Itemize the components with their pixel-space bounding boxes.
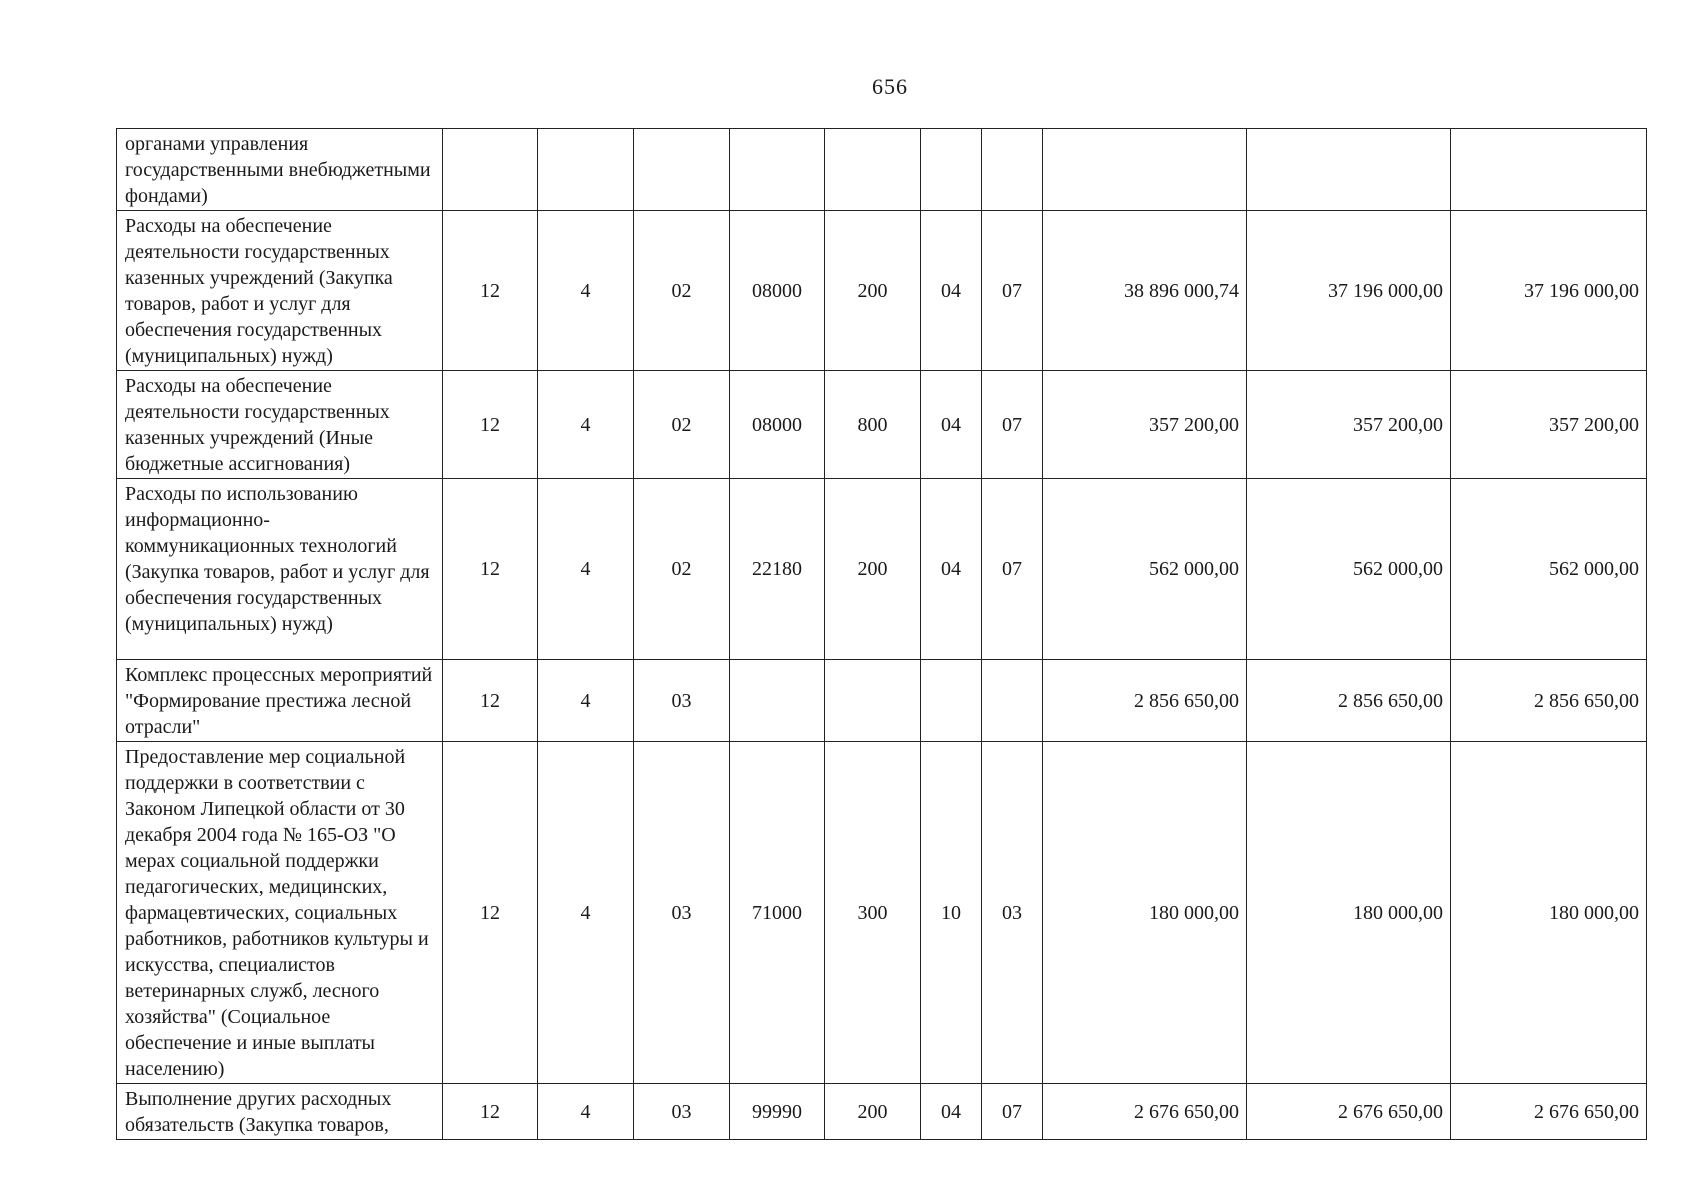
code-section-cell: [921, 660, 982, 742]
page-number: 656: [872, 74, 908, 99]
amount-year-3-cell: 180 000,00: [1451, 742, 1647, 1084]
code-direction-cell: 99990: [730, 1084, 825, 1140]
amount-year-1-cell: 2 676 650,00: [1043, 1084, 1247, 1140]
amount-year-2-cell: 37 196 000,00: [1247, 211, 1451, 371]
amount-year-2-cell: 180 000,00: [1247, 742, 1451, 1084]
code-expense-type-cell: 200: [825, 1084, 921, 1140]
code-structural-element-cell: [634, 129, 730, 211]
code-direction-cell: [730, 129, 825, 211]
amount-year-1-cell: 2 856 650,00: [1043, 660, 1247, 742]
row-name-cell: органами управления государственными внебюджетными фондами): [117, 129, 443, 211]
code-expense-type-cell: [825, 660, 921, 742]
code-subsection-cell: [982, 660, 1043, 742]
amount-year-3-cell: [1451, 129, 1647, 211]
code-section-cell: 04: [921, 1084, 982, 1140]
row-name-cell: Предоставление мер социальной поддержки в соответствии с Законом Липецкой области от 30 декабря 2004 года № 165-ОЗ "О мерах социальной поддержки педагогических, медицинских, фармацевтических, социальных работников, работников культуры и искусства, специалистов ветеринарных служб, лесного хозяйства" (Социальное обеспечение и иные выплаты населению): [117, 742, 443, 1084]
code-subprogram-cell: 4: [538, 211, 634, 371]
row-name-cell: Комплекс процессных мероприятий "Формирование престижа лесной отрасли": [117, 660, 443, 742]
code-structural-element-cell: 03: [634, 1084, 730, 1140]
amount-year-3-cell: 357 200,00: [1451, 371, 1647, 479]
row-name-cell: Расходы на обеспечение деятельности государственных казенных учреждений (Закупка товаров, работ и услуг для обеспечения государственных (муниципальных) нужд): [117, 211, 443, 371]
code-subsection-cell: 07: [982, 211, 1043, 371]
code-subsection-cell: 07: [982, 371, 1043, 479]
code-expense-type-cell: 200: [825, 479, 921, 660]
code-expense-type-cell: [825, 129, 921, 211]
code-program-cell: 12: [443, 1084, 538, 1140]
code-subprogram-cell: 4: [538, 479, 634, 660]
code-section-cell: 04: [921, 479, 982, 660]
amount-year-1-cell: 180 000,00: [1043, 742, 1247, 1084]
row-name-cell: Расходы на обеспечение деятельности государственных казенных учреждений (Иные бюджетные ассигнования): [117, 371, 443, 479]
code-program-cell: 12: [443, 371, 538, 479]
code-direction-cell: 08000: [730, 211, 825, 371]
code-direction-cell: 71000: [730, 742, 825, 1084]
code-expense-type-cell: 300: [825, 742, 921, 1084]
code-program-cell: [443, 129, 538, 211]
code-program-cell: 12: [443, 211, 538, 371]
amount-year-3-cell: 2 676 650,00: [1451, 1084, 1647, 1140]
table-row: [117, 660, 1647, 742]
code-expense-type-cell: 200: [825, 211, 921, 371]
code-program-cell: 12: [443, 479, 538, 660]
table-row: [117, 211, 1647, 371]
code-section-cell: 04: [921, 211, 982, 371]
budget-table: [116, 128, 1647, 1140]
code-expense-type-cell: 800: [825, 371, 921, 479]
row-name-cell: Выполнение других расходных обязательств (Закупка товаров,: [117, 1084, 443, 1140]
code-subsection-cell: [982, 129, 1043, 211]
code-direction-cell: 08000: [730, 371, 825, 479]
code-section-cell: 04: [921, 371, 982, 479]
row-name-cell: Расходы по использованию информационно-коммуникационных технологий (Закупка товаров, работ и услуг для обеспечения государственных (муниципальных) нужд): [117, 479, 443, 660]
code-structural-element-cell: 02: [634, 371, 730, 479]
amount-year-2-cell: 2 856 650,00: [1247, 660, 1451, 742]
code-direction-cell: 22180: [730, 479, 825, 660]
amount-year-2-cell: 357 200,00: [1247, 371, 1451, 479]
amount-year-2-cell: 2 676 650,00: [1247, 1084, 1451, 1140]
table-row: [117, 1084, 1647, 1140]
table-row: [117, 742, 1647, 1084]
code-section-cell: 10: [921, 742, 982, 1084]
code-direction-cell: [730, 660, 825, 742]
code-structural-element-cell: 03: [634, 742, 730, 1084]
code-subprogram-cell: 4: [538, 1084, 634, 1140]
code-subsection-cell: 07: [982, 479, 1043, 660]
amount-year-1-cell: [1043, 129, 1247, 211]
code-subsection-cell: 03: [982, 742, 1043, 1084]
code-subsection-cell: 07: [982, 1084, 1043, 1140]
amount-year-3-cell: 37 196 000,00: [1451, 211, 1647, 371]
table-row: [117, 479, 1647, 660]
code-subprogram-cell: [538, 129, 634, 211]
code-structural-element-cell: 02: [634, 479, 730, 660]
amount-year-1-cell: 357 200,00: [1043, 371, 1247, 479]
amount-year-3-cell: 2 856 650,00: [1451, 660, 1647, 742]
amount-year-3-cell: 562 000,00: [1451, 479, 1647, 660]
code-subprogram-cell: 4: [538, 742, 634, 1084]
amount-year-1-cell: 38 896 000,74: [1043, 211, 1247, 371]
table-row: [117, 129, 1647, 211]
code-structural-element-cell: 02: [634, 211, 730, 371]
amount-year-1-cell: 562 000,00: [1043, 479, 1247, 660]
code-subprogram-cell: 4: [538, 660, 634, 742]
code-subprogram-cell: 4: [538, 371, 634, 479]
code-structural-element-cell: 03: [634, 660, 730, 742]
code-section-cell: [921, 129, 982, 211]
amount-year-2-cell: [1247, 129, 1451, 211]
code-program-cell: 12: [443, 660, 538, 742]
code-program-cell: 12: [443, 742, 538, 1084]
amount-year-2-cell: 562 000,00: [1247, 479, 1451, 660]
table-row: [117, 371, 1647, 479]
